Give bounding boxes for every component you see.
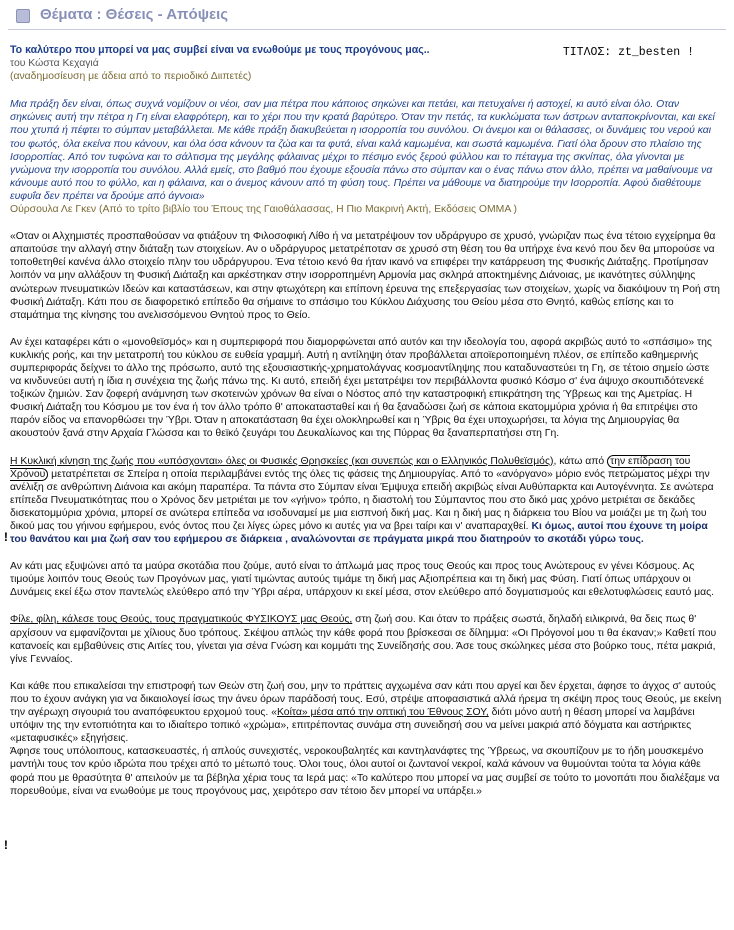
page-header bbox=[0, 0, 734, 32]
margin-exclamation-mark: ! bbox=[2, 530, 10, 545]
paragraph-text: στη ζωή σου. Και όταν το πράξεις σωστά, δηλαδή ειλικρινά, θα δεις πως θ' αρχίσουν να εμφανίζονται με χίλιους δυο τρόπους. Σκέψου απλώς την κάθε φορά που βρίσκεσαι σε δίλημμα: «Οι Πρόγονοί μου τι θα έκαναν;» Καθετί που κατανοείς και εμβαθύνεις στις Αιτίες του, γίνεται για σένα Γνώση και κομμάτι της Συνείδησής σου. Άσε τους σκώληκες μέσα στο βούρκο τους, πέτα μακριά, γίνε Γεννaίος. bbox=[10, 614, 717, 665]
paragraph-3 bbox=[10, 455, 722, 547]
underlined-phrase: Κοίτα» μέσα από την οπτική του Έθνους ΣΟΥ, bbox=[276, 707, 489, 719]
article-title: Το καλύτερο που μπορεί να μας συμβεί είναι να ενωθούμε με τους προγόνους μας.. bbox=[10, 44, 430, 56]
underlined-phrase: Η Κυκλική κίνηση της ζωής που «υπόσχονται» όλες οι Φυσικές Θρησκείες (και συνεπώς και ο Ελληνικός Πολυθεϊσμός) bbox=[10, 455, 554, 467]
paragraph-text: μετατρέπεται σε Σπείρα η οποία περιλαμβάνει εντός της όλες τις φάσεις της Δημιουργίας. Από το «ανόργανο» μόριο ενός πετρώματος μέχρι την ανέλιξη σε ανθρώπινη Διάνοια και ακόμη παραπέρα. Τα πάντα στο Σύμπαν είναι Έμψυχα επειδή ακριβώς είναι Αυθύπαρκτα και Αυτογέννητα. Σε ανώτερα επίπεδα Πνευματικότητας που ο Χρόνος δεν μετριέται με τον «γήινο» τρόπο, η διαστολή του Σύμπαντος που στο δικό μας χρόνο μετριέται σε δεκάδες δισεκατομμύρια χρόνια, μπορεί σε ανώτερα επίπεδα να ισοδυναμεί με μια εισπνοή δική μας. Και η δική μας η διάρκεια του Βίου να μοιάζει με τη ζωή του δικού μας του γήινου εφήμερου, ενός όντος που ζει λίγες ώρες μόνο κι αυτές για να βρει ταίρι και ν' αναπαραχθεί. bbox=[10, 468, 714, 532]
paragraph-text: , κάτω από bbox=[553, 455, 608, 467]
margin-exclamation-mark: ! bbox=[2, 838, 10, 853]
paragraph-5 bbox=[10, 613, 722, 665]
paragraph-1: «Οταν οι Αλχημιστές προσπαθούσαν να φτιάξουν τη Φιλοσοφική Λίθο ή να μετατρέψουν τον υδράργυρο σε χρυσό, γνώριζαν πως ένα τέτοιο εγχείρημα θα απαιτούσε την αλλαγή στην διάταξη των στοιχείων. Αν ο υδράργυρος μετατρέποταν σε χρυσό στη θέση του θα υπήρχε ένα κενό που δεν θα μπορούσε να τοποθετηθεί κανένα άλλο στοιχείο πλην του υδράργυρου. Ένα τέτοιο κενό θα ήταν ικανό να επιφέρει την κατάρρευση της Φυσικής Διάταξης. Προτίμησαν λοιπόν να μην αλλάξουν τη Φυσική Διάταξη και αρκέστηκαν στην ισορροπημένη Αρμονία μας σκληρά αποκτημένης Διάνοιας, με ικανότητες σύλληψης ανώτερων πνευματικών Ιδεών και καταστάσεων, και στην φτωχότερη και επίπονη έρευνα της επεξεργασίας των στοιχείων, χωρίς να διακόψουν τη Ροή στη Φυσική Διάταξη. Κάτι που σε διαφορετικό επίπεδο θα σήμαινε το σπάσιμο του Κύκλου Διάχυσης του Θείου μέσα στο Θνητό, καθώς επίσης και το σταμάτημα της κίνησης του ανελισσόμενου Θνητού προς το Θείο. bbox=[10, 231, 720, 321]
article-note: (αναδημοσίευση με άδεια από το περιοδικό Διιπετές) bbox=[10, 71, 252, 83]
paragraph-text: Και κάθε που επικαλείσαι την επιστροφή των Θεών στη ζωή σου, μην το πράττεις αγχωμένα σαν κάτι που αργεί και δεν έρχεται, άφησε το άγχος σ' αυτούς που το έχουν ανάγκη για να δικαιολογεί ίσως την άνευ όρων παράδοσή τους. Εσύ, στρέψε αποφασιστικά αλλά ήρεμα τη σκέψη προς τους Θεούς, με εκείνη την αγέρωχη σιγουριά του αναπόφευκτου ερχομού τους. « bbox=[10, 680, 722, 719]
paragraph-4: Αν κάτι μας εξυψώνει από τα μαύρα σκοτάδια που ζούμε, αυτό είναι το άπλωμά μας προς τους Θεούς και προς τους Ανώτερους εν γένει Κόσμους. Ας τιμούμε λοιπόν τους Θεούς των Προγόνων μας, γιατί τιμώντας αυτούς τιμάμε τη δική μας Αξιοπρέπεια και τη δική μας Φύση. Γιατί όπως υπάρχουν οι Δυνάμεις εκεί έξω στον παντελώς ελεύθερο από την Ύβρι αέρα, υπάρχουν κι εκεί μέσα, στον ελεύθερο από δογματισμούς και εθελοτυφλώσεις εαυτό μας. bbox=[10, 561, 715, 599]
header-bullet-icon bbox=[16, 9, 30, 23]
side-tag: ΤΙΤΛΟΣ: zt_besten ! bbox=[562, 46, 694, 59]
circled-phrase: την επίδραση του Χρόνου bbox=[10, 455, 691, 480]
header-divider bbox=[8, 29, 726, 30]
paragraph-text: Άφησε τους υπόλοιπους, κατασκευαστές, ή απλούς συνεχιστές, νεροκουβαλητές και καντηλανάφτες της Ύβρεως, να σκουπίζουν με το ήδη μουσκεμένο μαντήλι τους τον κρύο ιδρώτα που τρέχει από το μέτωπό τους. Όλοι τους, όλοι αυτοί οι ζωντανοί νεκροί, καλά κάνουν να θυμούνται τούτα τα λόγια κάθε φορά που με θρασύτητα θ' απειλούν με τα βέβηλα χέρια τους τα Ιερά μας: «Το καλύτερο που μπορεί να μας συμβεί σε τούτο το μονοπάτι που διαλέξαμε να πορευθούμε, είναι να ενωθούμε με τους προγόνους μας, χειρότερο σαν τέτοιο δεν μπορεί να υπάρξει.» bbox=[10, 746, 720, 797]
epigraph-quote: Μια πράξη δεν είναι, όπως συχνά νομίζουν οι νέοι, σαν μια πέτρα που κάποιος σηκώνει και πετάει, και πετυχαίνει ή αστοχεί, κι αυτό είναι όλο. Οταν σηκώνεις αυτή την πέτρα η Γη είναι ελαφρότερη, και το χέρι που την κρατά βαρύτερο. Όταν την πετάς, τα κυκλώματα των άστρων ανταποκρίνονται, και εκεί που χτυπά ή πέφτει το σύμπαν μεταβάλλεται. Με κάθε πράξη διακυβεύεται η ισορροπία του συνόλου. Οι άνεμοι και οι θάλασσες, οι δυνάμεις του νερού και του φωτός, όλα εκείνα που κάνουν, και όλα όσα κάνουν τα ζώα και τα φυτά, είναι καλά καμωμένα, και σωστά καμωμένα. Γιατί όλα δρουν στο πλαίσιο της Ισορροπίας. Από τον τυφώνα και το σάλτισμα της μεγάλης φάλαινας μέχρι το πέσιμο ενός ξερού φύλλου και το πέταγμα της σκνίπας, όλα γίνονται με γνώμονα την ισορροπία του συνόλου. Αλλά εμείς, στο βαθμό που έχουμε εξουσία πάνω στο σύμπαν και ο ένας πάνω στον άλλο, πρέπει να μαθαίνουμε να κάνουμε αυτό που το φύλλο, και η φάλαινα, και ο άνεμος κάνουν από τη φύση τους. Πρέπει να μάθουμε να διατηρούμε την Ισορροπία. Αφού διαθέτουμε ευφυΐα δεν πρέπει να δρούμε από άγνοια» bbox=[10, 99, 715, 202]
underlined-phrase: Φίλε, φίλη, κάλεσε τους Θεούς, τους πραγματικούς ΦΥΣΙΚΟΥΣ μας Θεούς, bbox=[10, 614, 353, 626]
paragraph-6 bbox=[10, 680, 722, 798]
article bbox=[10, 44, 722, 798]
section-title: Θέματα : Θέσεις - Απόψεις bbox=[40, 6, 229, 23]
paragraph-2: Αν έχει καταφέρει κάτι ο «μονοθεϊσμός» και η συμπεριφορά που διαμορφώνεται από αυτόν και την ιδεολογία του, αφορά ακριβώς αυτό το «σπάσιμο» της κυκλικής ροής, και την μετατροπή του κύκλου σε ευθεία γραμμή. Αυτή η αντίληψη όταν προβάλλεται αποϊεροποιημένη πλέον, σε επίπεδο καθημερινής συμπεριφοράς δείχνει το άλλο της πρόσωπο, αυτό της εξουσιαστικής-χρηματολάγνας κοσμοαντίληψης που καταδυναστεύει τη Γη, σε τέτοιο σημείο ώστε να κινδυνεύει αυτή η ίδια η συνέχεια της ζωής πάνω της. Κι αυτό, επειδή έχει μετατρέψει τον περιβάλλοντα φυσικό Κόσμο σ' ένα άψυχο σκουπιδότενεκέ τοξικών ζημιών. Σαν ζοφερή ανάμνηση των σκοτεινών χρόνων θα είναι ο Νόστος από την καταστροφική επικράτηση της Ύβρεως και της Αμετρίας. Η Φυσική Διάταξη του Κόσμου με τον ένα ή τον άλλο τρόπο θ' αποκατασταθεί και ή θα ξαναδώσει ζωή σε κάποια εκατομμύρια χρόνια ή θα επιτρέψει στο παρόν είδος να επανορθώσει την Ύβρι. Όταν η αποκατάσταση θα έχει ολοκληρωθεί και η Ύβρις θα έχει υποχωρήσει, τα λόγια της Δημιουργίας θα ακουστούν ξανά στην Αρχαία Γλώσσα και το θεϊκό ζευγάρι του Δευκαλίωνος και της Πύρρας θα ξαναπερπατήσει στη Γη. bbox=[10, 336, 712, 440]
paragraph-text: διότι μόνο αυτή η θέαση μπορεί να λαμβάνει υπόψιν της την εντοπιότητα και το ιδιαίτερο τοπικό «χρώμα», επιτρέποντας συνάμα στη συνειδησή σου να μείνει μακριά από δόγματα και αστήρικτες «μεταφυσικές» εξηγήσεις. bbox=[10, 707, 695, 745]
bold-emphasis: Κι όμως, αυτοί που έχουνε τη μοίρα του θανάτου και μια ζωή σαν του εφήμερου σε διάρκεια , αναλώνονται σε πράγματα μικρά που διατηρούν το σκοτάδι γύρω τους. bbox=[10, 521, 708, 546]
epigraph-source: Ούρσουλα Λε Γκεν (Από το τρίτο βιβλίο του Έπους της Γαιοθάλασσας, Η Πιο Μακρινή Ακτή, Εκδόσεις ΟΜΜΑ ) bbox=[10, 204, 518, 216]
article-author: του Κώστα Κεχαγιά bbox=[10, 58, 99, 70]
